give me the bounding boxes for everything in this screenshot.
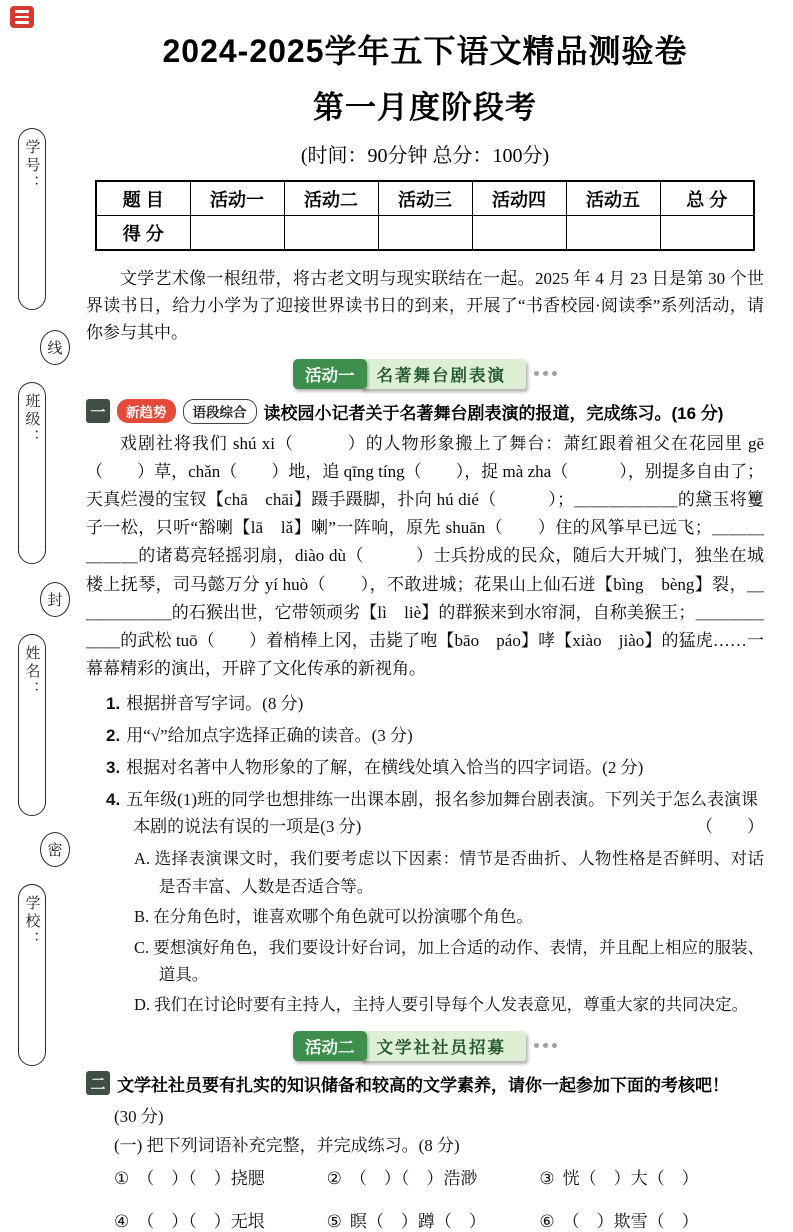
word-item-6	[539, 1207, 744, 1232]
section2-header	[86, 1071, 764, 1096]
word-item-4-text: （ ）（ ）无垠	[137, 1211, 265, 1231]
score-cell-empty	[190, 216, 284, 251]
score-table	[95, 180, 755, 251]
word-item-5	[327, 1207, 532, 1232]
section1-instruction: 读校园小记者关于名著舞台剧表演的报道，完成练习。(16 分)	[263, 403, 724, 423]
exam-content	[86, 26, 764, 1232]
question-2-text: 用“√”给加点字选择正确的读音。(3 分)	[126, 725, 413, 745]
banner-dots-icon	[534, 1043, 557, 1048]
question-4-text: 五年级(1)班的同学也想排练一出课本剧，报名参加舞台剧表演。下列关于怎么表演课本剧的说法有误的一项是(3 分)	[126, 790, 759, 837]
section1-number: 一	[86, 399, 110, 423]
word-item-1	[114, 1164, 319, 1189]
class-label: 班级：	[23, 393, 40, 447]
score-cell-empty	[660, 216, 754, 251]
question-3-text: 根据对名著中人物形象的了解，在横线处填入恰当的四字词语。(2 分)	[126, 757, 644, 777]
section2-score: (30 分)	[114, 1106, 164, 1126]
question-3	[106, 754, 764, 781]
question-2-number: 2.	[106, 725, 121, 745]
option-d: D. 我们在讨论时要有主持人，主持人要引导每个人发表意见，尊重大家的共同决定。	[134, 995, 749, 1015]
word-item-5-number: ⑤	[326, 1211, 342, 1231]
reading-passage: 戏剧社将我们 shú xi（ ）的人物形象搬上了舞台：萧红跟着祖父在花园里 gē（ ）草，chǎn（ ）地，追 qīng tíng（ ），捉 mà zha（ ），别提多自由了；天真烂漫的宝钗【chā chāi】蹑手蹑脚，扑向 hú dié（ ）；＿＿＿＿＿＿的黛玉将籰子一松，只听“豁喇【lā lǎ】喇”一阵响，原先 shuān（ ）住的风筝早已远飞；＿＿＿＿＿＿的诸葛亮轻摇羽扇，diào dù（ ）士兵扮成的民众，随后大开城门，独坐在城楼上抚琴，司马懿万分 yí huò（ ），不敢进城；花果山上仙石迸【bìng bèng】裂，＿＿＿＿＿＿的石猴出世，它带领顽劣【lì liè】的群猴来到水帘洞，自称美猴王；＿＿＿＿＿＿的武松 tuō（ ）着梢棒上冈，击毙了咆【bāo páo】哮【xiào jiào】的猛虎……一幕幕精彩的演出，开辟了文化传承的新视角。	[86, 433, 764, 679]
student-id-label: 学号：	[23, 139, 40, 193]
question-list	[106, 690, 764, 1019]
activity1-banner-title: 名著舞台剧表演	[361, 359, 527, 389]
banner-dots-icon	[534, 371, 557, 376]
word-item-3	[539, 1164, 744, 1189]
word-item-5-text: 瞑（ ）蹲（ ）	[349, 1211, 486, 1231]
part1-title: (一) 把下列词语补充完整，并完成练习。(8 分)	[114, 1135, 460, 1155]
word-item-4-number: ④	[114, 1211, 130, 1231]
seal-char-mi: 密	[40, 832, 70, 867]
exam-title-line1: 2024-2025学年五下语文精品测验卷	[162, 33, 688, 69]
activity1-banner	[86, 359, 764, 389]
word-item-2-number: ②	[326, 1168, 342, 1188]
activity2-banner	[86, 1031, 764, 1061]
question-4-answer-blank: （ ）	[696, 817, 764, 837]
seal-line-margin	[0, 0, 80, 1122]
word-item-4	[114, 1207, 319, 1232]
score-cell-empty	[472, 216, 566, 251]
school-label: 学校：	[23, 895, 40, 949]
word-item-3-text: 恍（ ）大（ ）	[562, 1168, 699, 1188]
name-label: 姓名：	[23, 645, 40, 699]
class-field	[18, 382, 46, 564]
score-table-col: 活动四	[472, 181, 566, 216]
time-score-info: (时间：90分钟 总分：100分)	[300, 145, 550, 167]
question-1-text: 根据拼音写字词。(8 分)	[126, 693, 304, 713]
intro-paragraph: 文学艺术像一根纽带，将古老文明与现实联结在一起。2025 年 4 月 23 日是第 30 个世界读书日，给力小学为了迎接世界读书日的到来，开展了“书香校园·阅读季”系列活动，请你参与其中。	[86, 269, 764, 343]
score-table-score-row	[96, 216, 754, 251]
question-1-number: 1.	[106, 693, 121, 713]
option-a: A. 选择表演课文时，我们要考虑以下因素：情节是否曲折、人物性格是否鲜明、对话是否丰富、人数是否适合等。	[134, 849, 764, 896]
question-1	[106, 690, 764, 717]
section2-number: 二	[86, 1071, 110, 1095]
score-table-col: 活动一	[190, 181, 284, 216]
word-completion-grid	[114, 1164, 744, 1232]
section1-header	[86, 399, 764, 424]
exam-title-line2: 第一月度阶段考	[313, 90, 537, 125]
option-b: B. 在分角色时，谁喜欢哪个角色就可以扮演哪个角色。	[134, 907, 533, 927]
activity2-banner-title: 文学社社员招募	[361, 1031, 527, 1061]
seal-char-feng: 封	[40, 582, 70, 617]
word-item-2-text: （ ）（ ）浩渺	[349, 1168, 478, 1188]
school-field	[18, 884, 46, 1066]
new-trend-badge: 新趋势	[117, 399, 176, 423]
option-c: C. 要想演好角色，我们要设计好台词，加上合适的动作、表情，并且配上相应的服装、道具。	[134, 937, 764, 984]
score-table-col: 总 分	[660, 181, 754, 216]
score-cell-empty	[378, 216, 472, 251]
passage-type-badge: 语段综合	[183, 399, 257, 424]
activity2-banner-label: 活动二	[293, 1031, 367, 1061]
score-cell-empty	[284, 216, 378, 251]
question-3-number: 3.	[106, 757, 121, 777]
score-table-header-row	[96, 181, 754, 216]
score-table-col: 活动五	[566, 181, 660, 216]
word-item-6-text: （ ）欺雪（ ）	[562, 1211, 699, 1231]
score-row-label: 得 分	[96, 216, 190, 251]
activity1-banner-label: 活动一	[293, 359, 367, 389]
question-4-options	[134, 845, 764, 1018]
score-table-col: 题 目	[96, 181, 190, 216]
word-item-1-text: （ ）（ ）挠腮	[137, 1168, 265, 1188]
score-table-col: 活动三	[378, 181, 472, 216]
name-field	[18, 634, 46, 816]
word-item-3-number: ③	[539, 1168, 555, 1188]
word-item-2	[327, 1164, 532, 1189]
word-item-1-number: ①	[114, 1168, 130, 1188]
student-id-field	[18, 128, 46, 310]
question-4-number: 4.	[106, 790, 121, 810]
score-table-col: 活动二	[284, 181, 378, 216]
question-4	[106, 786, 764, 840]
score-cell-empty	[566, 216, 660, 251]
seal-char-xian: 线	[40, 330, 70, 365]
question-2	[106, 722, 764, 749]
word-item-6-number: ⑥	[539, 1211, 555, 1231]
section2-instruction: 文学社社员要有扎实的知识储备和较高的文学素养，请你一起参加下面的考核吧！	[117, 1075, 729, 1095]
